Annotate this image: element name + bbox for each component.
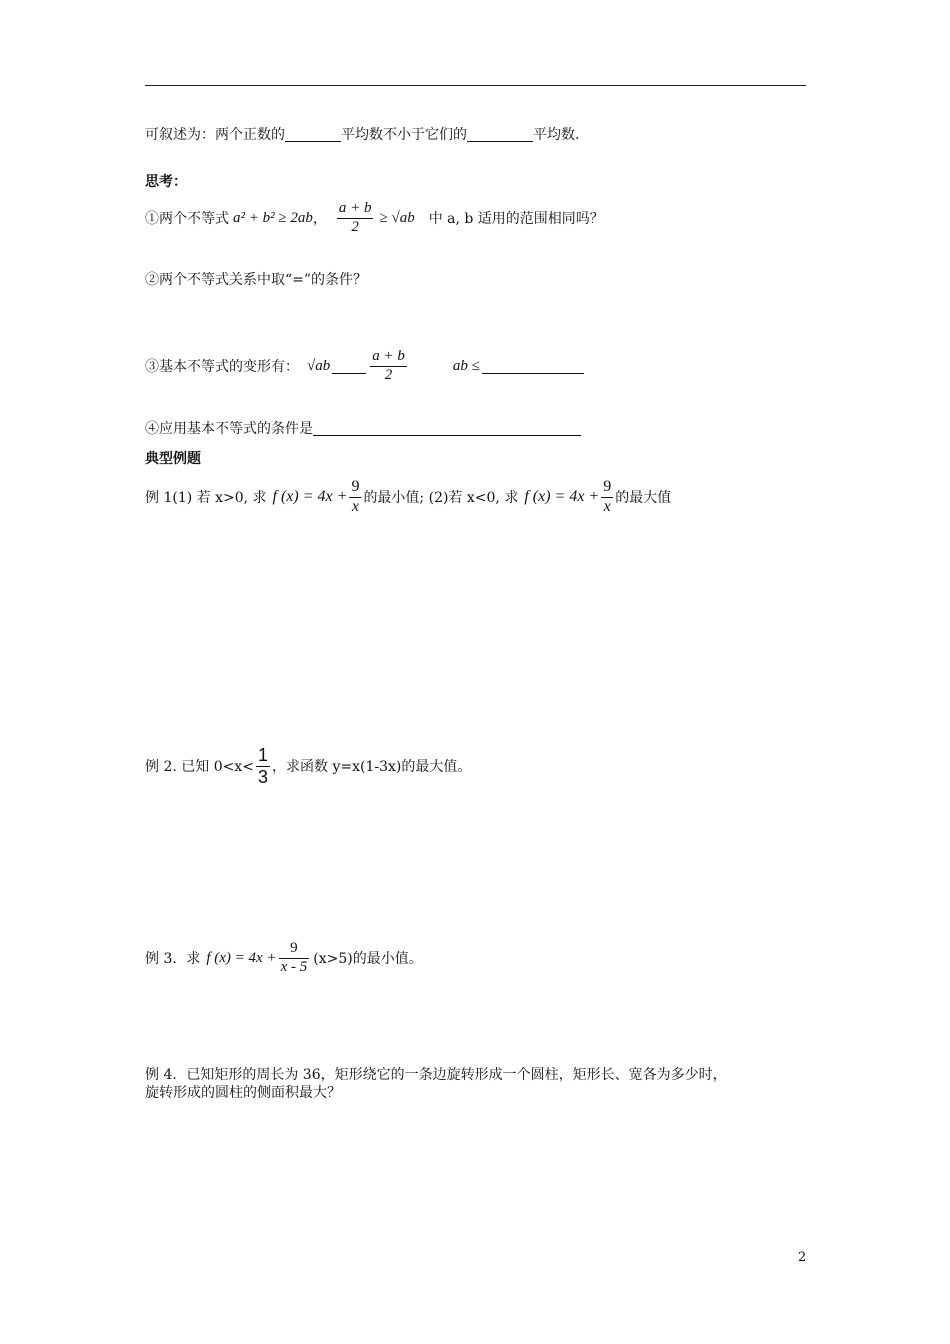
question-4: [145, 418, 581, 438]
ex1-func: f (x) = 4x +: [272, 488, 348, 505]
ex2-prefix: 例 2. 已知 0<x<: [145, 759, 254, 775]
example-1: [145, 474, 671, 520]
examples-heading: 典型例题: [145, 451, 201, 467]
ex2-num: 1: [257, 744, 268, 765]
ex1-suffix: 的最大值: [615, 490, 672, 506]
question-1: [145, 196, 604, 240]
summary-mid: 平均数不小于它们的: [341, 127, 467, 143]
ex3-suffix: (x>5)的最小值。: [313, 951, 423, 967]
example-3: [145, 936, 423, 980]
ex3-fraction: [279, 940, 310, 976]
ex1-num: 9: [351, 478, 360, 496]
ex1-fraction-2: [601, 478, 613, 516]
header-rule: [145, 85, 806, 86]
q1-frac-num: a + b: [338, 200, 372, 217]
example-4-line-1: 例 4．已知矩形的周长为 36，矩形绕它的一条边旋转形成一个圆柱，矩形长、宽各为多少时，: [145, 1067, 727, 1083]
ex3-den: x - 5: [280, 958, 308, 975]
ex1-fraction: [349, 478, 361, 516]
ex3-num: 9: [290, 940, 298, 957]
q3-ab: ab ≤: [452, 357, 480, 374]
q1-frac-den: 2: [337, 218, 374, 236]
ex1-func-2: f (x) = 4x +: [524, 488, 600, 505]
example-4-line-2: 旋转形成的圆柱的侧面积最大？: [145, 1085, 341, 1101]
ex2-den: 3: [257, 766, 268, 787]
q1-ineq1: a² + b² ≥ 2ab: [233, 209, 313, 226]
q4-blank[interactable]: [313, 421, 581, 436]
q3-fraction: [370, 348, 407, 384]
summary-prefix: 可叙述为：两个正数的: [145, 127, 285, 143]
summary-suffix: 平均数.: [533, 127, 580, 143]
page-number: 2: [798, 1250, 807, 1265]
q4-text: ④应用基本不等式的条件是: [145, 421, 313, 437]
question-3: [145, 344, 584, 388]
q3-sqrt: √ab: [307, 357, 331, 374]
ex1-num-2: 9: [603, 478, 612, 496]
blank-2[interactable]: [467, 127, 533, 142]
q3-frac-den: 2: [370, 366, 407, 384]
question-2: ②两个不等式关系中取“=”的条件？: [145, 272, 368, 288]
q3-frac-num: a + b: [372, 348, 405, 365]
think-heading: 思考：: [145, 174, 187, 190]
ex1-den-2: x: [601, 497, 613, 516]
q1-ineq2-rhs: ≥ √ab: [379, 209, 415, 226]
ex2-fraction: [256, 745, 270, 787]
blank-1[interactable]: [285, 127, 341, 142]
q3-blank-ab[interactable]: [482, 359, 584, 374]
ex3-func: f (x) = 4x +: [206, 949, 277, 966]
q1-prefix: ①两个不等式: [145, 211, 229, 227]
q1-sep: ，: [312, 211, 327, 227]
ex3-prefix: 例 3．求: [145, 951, 201, 967]
q1-suffix: 中 a, b 适用的范围相同吗？: [428, 211, 604, 227]
ex1-mid: 的最小值; (2)若 x<0, 求: [363, 490, 519, 506]
q1-fraction: [337, 200, 374, 236]
ex1-prefix: 例 1(1) 若 x>0, 求: [145, 490, 267, 506]
example-2: [145, 740, 471, 792]
ex2-suffix: ，求函数 y=x(1-3x)的最大值。: [272, 759, 472, 775]
q3-blank-relation[interactable]: [332, 359, 366, 374]
q3-prefix: ③基本不等式的变形有：: [145, 359, 299, 375]
summary-line: [145, 124, 579, 144]
ex1-den: x: [349, 497, 361, 516]
